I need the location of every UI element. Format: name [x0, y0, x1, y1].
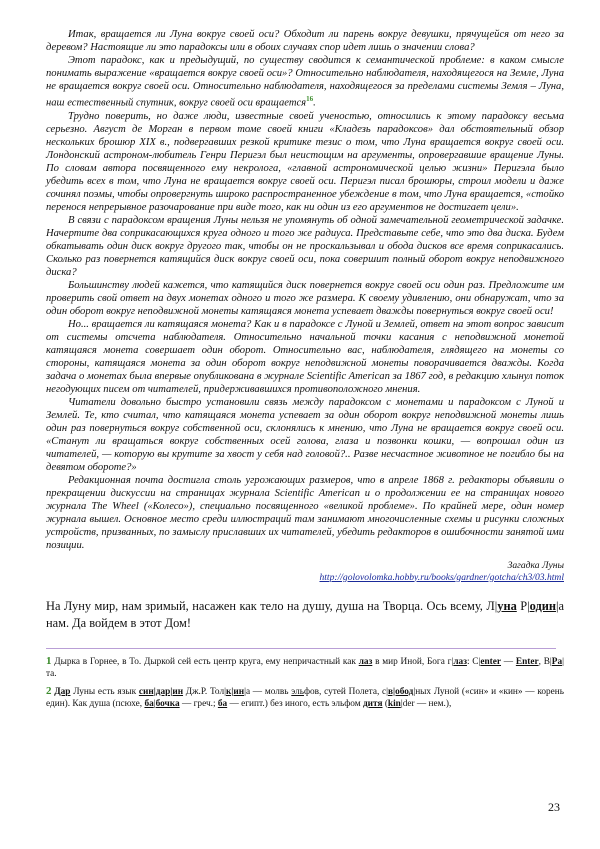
footnote-bold-run: Enter [515, 656, 539, 667]
footnote-bold-run: син|дар|ин [138, 686, 184, 697]
closing-text-b: Р| [516, 598, 530, 613]
footnote-number: 1 [46, 654, 52, 667]
footnote-bold-run: дитя [362, 699, 383, 710]
footnote-bold-run: kin [387, 699, 401, 710]
footnote-ref-16[interactable]: 16 [306, 95, 314, 103]
source-citation [46, 560, 564, 584]
footnote-text-run: | [153, 699, 156, 710]
footnote-text-run: |та. [46, 656, 564, 680]
footnote-text-run: Луны есть язык [70, 686, 139, 697]
footnote-2 [46, 685, 564, 711]
footnote-text-run: — [501, 656, 516, 667]
closing-highlight-1: уна [497, 598, 517, 613]
footnote-bold-run: Дар [54, 686, 71, 697]
footnote-bold-run: лаз [453, 656, 467, 667]
footnote-text-run: , В| [538, 656, 552, 667]
footnote-text-run: фов, сутей Полета, с| [303, 686, 389, 697]
footnote-text-run: |ных Луной («син» и «кин» — корень един). Как душа (псюхе, [46, 686, 565, 710]
paragraph-1: Итак, вращается ли Луна вокруг своей оси? Обходит ли парень вокруг девушки, прячущейся от него за деревом? Настоящие ли это парадоксы или в обоих случаях спор идет лишь о значении слова? [46, 29, 564, 53]
footnote-divider [46, 648, 556, 649]
footnote-bold-run: лаз [358, 656, 373, 667]
paragraph-5: Большинству людей кажется, что катящийся диск повернется вокруг своей оси один раз. Предложите им проверить свой ответ на двух монетах одного и того же размера. К своему удивлению, они обнаружат, что за один оборот вокруг неподвижной монеты катящаяся монета успевает дважды повернуться вокруг своей оси! [46, 279, 564, 317]
footnotes [46, 655, 564, 711]
footnote-text-run: Дж.Р. Тол| [183, 686, 226, 697]
paragraph-4: В связи с парадоксом вращения Луны нельзя не упомянуть об одной замечательной геометрической задачке. Начертите два соприкасающихся круга одного и того же радиуса. Представьте себе, что это два диска. Будем обкатывать один диск вокруг другого так, чтобы он не проскальзывал и обода дисков все время соприкасались. Сколько раз повернется катящийся диск вокруг своей оси, пока совершит полный оборот вокруг неподвижного диска? [46, 214, 564, 278]
closing-text-a: На Луну мир, нам зримый, насажен как тело на душу, душа на Творца. Ось всему, Л| [46, 598, 498, 613]
paragraph-2: Этот парадокс, как и предыдущий, по существу сводится к семантической проблеме: в каком смысле понимать выражение «вращается вокруг своей оси»? Относительно наблюдателя, находящегося на Земле, Луна не вращается вокруг своей оси. Относительно наблюдателя, находящегося за пределами системы Земля – Луна, наш естественный спутник, вокруг своей оси вращается$^{16}$. [46, 55, 564, 109]
footnote-1 [46, 655, 564, 681]
closing-text-c: |а нам. Да войдем в этот Дом! [46, 598, 564, 630]
footnote-bold-run: ба [217, 699, 228, 710]
page-number: 23 [548, 800, 560, 814]
footnote-text-run: |der — нем.), [400, 699, 452, 710]
footnote-underline-run: эль [291, 686, 304, 697]
footnote-text-run: : С| [466, 656, 481, 667]
footnote-number: 2 [46, 684, 52, 697]
footnote-bold-run: enter [480, 656, 502, 667]
footnote-text-run: ( [382, 699, 388, 710]
footnote-text-run: Дырка в Горнее, в То. Дыркой сей есть центр круга, ему непричастный как [51, 656, 359, 667]
footnote-text-run: — греч.; [179, 699, 218, 710]
paragraph-7: Читатели довольно быстро установили связь между парадоксом с монетами и парадоксом с Луной и Землей. Те, кто считал, что катящаяся монета успевает за один оборот вокруг неподвижной монеты лишь один раз повернуться вокруг собственной оси, склонялись к мнению, что Луна не вращается вокруг своей оси. «Станут ли вращаться вокруг собственных осей голова, глаза и позвонки кошки, — вопрошал один из читателей, — которую вы крутите за хвост у себя над головой?.. Разве несчастное животное не погибло бы на девятом обороте?» [46, 396, 564, 473]
footnote-bold-run: Ра [551, 656, 563, 667]
footnote-bold-run: к|ин [225, 686, 245, 697]
paragraph-2-text: Этот парадокс, как и предыдущий, по существу сводится к семантической проблеме: в каком смысле понимать выражение «вращается вокруг своей оси»? Относительно наблюдателя, находящегося на Земле, Луна не вращается вокруг своей оси. Относительно наблюдателя, находящегося за пределами системы Земля – Луна, наш естественный спутник, вокруг своей оси вращается [46, 55, 564, 109]
paragraph-8: Редакционная почта достигла столь угрожающих размеров, что в апреле 1868 г. редакторы объявили о прекращении дискуссии на страницах журнала Scientific American и о продолжении ее на страницах нового журнала The Wheel («Колесо»), специально посвященного «великой проблеме». По крайней мере, один номер журнала вышел. Основное место среди иллюстраций там занимают многочисленные схемы и рисунки сложных устройств, призванных, по замыслу приславших их читателей, убедить редакторов в ошибочности занятой ими позиции. [46, 474, 564, 551]
footnote-bold-run: ба [144, 699, 154, 710]
page-body [46, 28, 564, 715]
footnote-text-run: в мир Иной, Бога г| [372, 656, 454, 667]
footnote-bold-run: в|обод [388, 686, 414, 697]
footnote-bold-run: бочка [155, 699, 180, 710]
paragraph-6: Но... вращается ли катящаяся монета? Как и в парадоксе с Луной и Землей, ответ на этот вопрос зависит от системы отсчета наблюдателя. Относительно начальной точки касания с неподвижной монетой катящаяся монета совершает один оборот. Относительно вас, наблюдателя, глядящего на монеты со стороны, катящаяся монета за один оборот вокруг неподвижной монеты поворачивается дважды. Когда задача о монетах была впервые опубликована в журнале Scientific American за 1867 год, в редакцию хлынул поток негодующих писем от читателей, придерживавшихся противоположного мнения. [46, 318, 564, 395]
source-title: Загадка Луны [507, 559, 564, 571]
closing-highlight-2: один [529, 598, 556, 613]
paragraph-3: Трудно поверить, но даже люди, известные своей ученостью, относились к этому парадоксу весьма серьезно. Август де Морган в первом томе своей книги «Кладезь парадоксов» дал обстоятельный обзор нескольких брошюр XIX в., подвергавших резкой критике тезис о том, что Луна вращается вокруг своей оси. Лондонский астроном-любитель Генри Перигэл был неистощим на аргументы, опровергавшие вращение Луны. По словам автора посвященного ему некролога, «главной астрономической целью жизни» Перигэла было убедить всех в том, что Луна не вращается вокруг своей оси. Перигэл писал брошюры, строил модели и даже сочинял поэмы, чтобы опровергнуть широко распространенное убеждение в том, что Луна вращается, «стойко перенося непрерывное разочарование при виде того, как ни один из его аргументов не достигает цели». [46, 110, 564, 213]
footnote-text-run: — египт.) без иного, есть эльфом [227, 699, 363, 710]
source-link[interactable]: http://golovolomka.hobby.ru/books/gardner/gotcha/ch3/03.html [319, 571, 564, 583]
footnote-text-run: |а — молвь [244, 686, 292, 697]
closing-paragraph [46, 598, 564, 632]
